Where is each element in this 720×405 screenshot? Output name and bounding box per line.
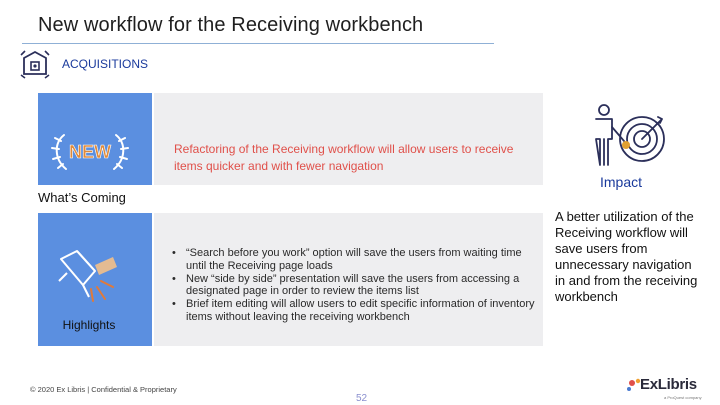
target-icon <box>590 103 668 169</box>
logo-wordmark: ExLibris <box>640 376 697 393</box>
copyright-notice: © 2020 Ex Libris | Confidential & Proprietary <box>30 385 177 394</box>
new-badge-icon <box>50 129 130 173</box>
logo-tagline: a ProQuest company <box>664 395 702 400</box>
highlights-list <box>170 247 538 324</box>
acquisitions-icon <box>18 48 52 80</box>
highlights-label: Highlights <box>62 318 116 332</box>
impact-label: Impact <box>600 174 643 190</box>
list-item: • New “side by side” presentation will save the users from accessing a designated page in order to review the items list <box>170 273 538 299</box>
impact-description: A better utilization of the Receiving workflow will save users from unnecessary navigation in and from the receiving workbench <box>555 209 698 304</box>
section-label: ACQUISITIONS <box>62 57 149 71</box>
spotlight-icon <box>55 243 121 305</box>
list-item: • “Search before you work” option will save the users from waiting time until the Receiving page loads <box>170 247 538 273</box>
whats-coming-label: What’s Coming <box>38 190 126 205</box>
svg-text:NEW: NEW <box>69 142 111 162</box>
title-divider <box>22 43 494 44</box>
page-number: 52 <box>356 393 368 404</box>
list-item: • Brief item editing will allow users to edit specific information of inventory items without leaving the receiving workbench <box>170 298 538 324</box>
slide-title: New workflow for the Receiving workbench <box>38 14 424 36</box>
whats-coming-description: Refactoring of the Receiving workflow will allow users to receive items quicker and with fewer navigation <box>174 142 514 173</box>
